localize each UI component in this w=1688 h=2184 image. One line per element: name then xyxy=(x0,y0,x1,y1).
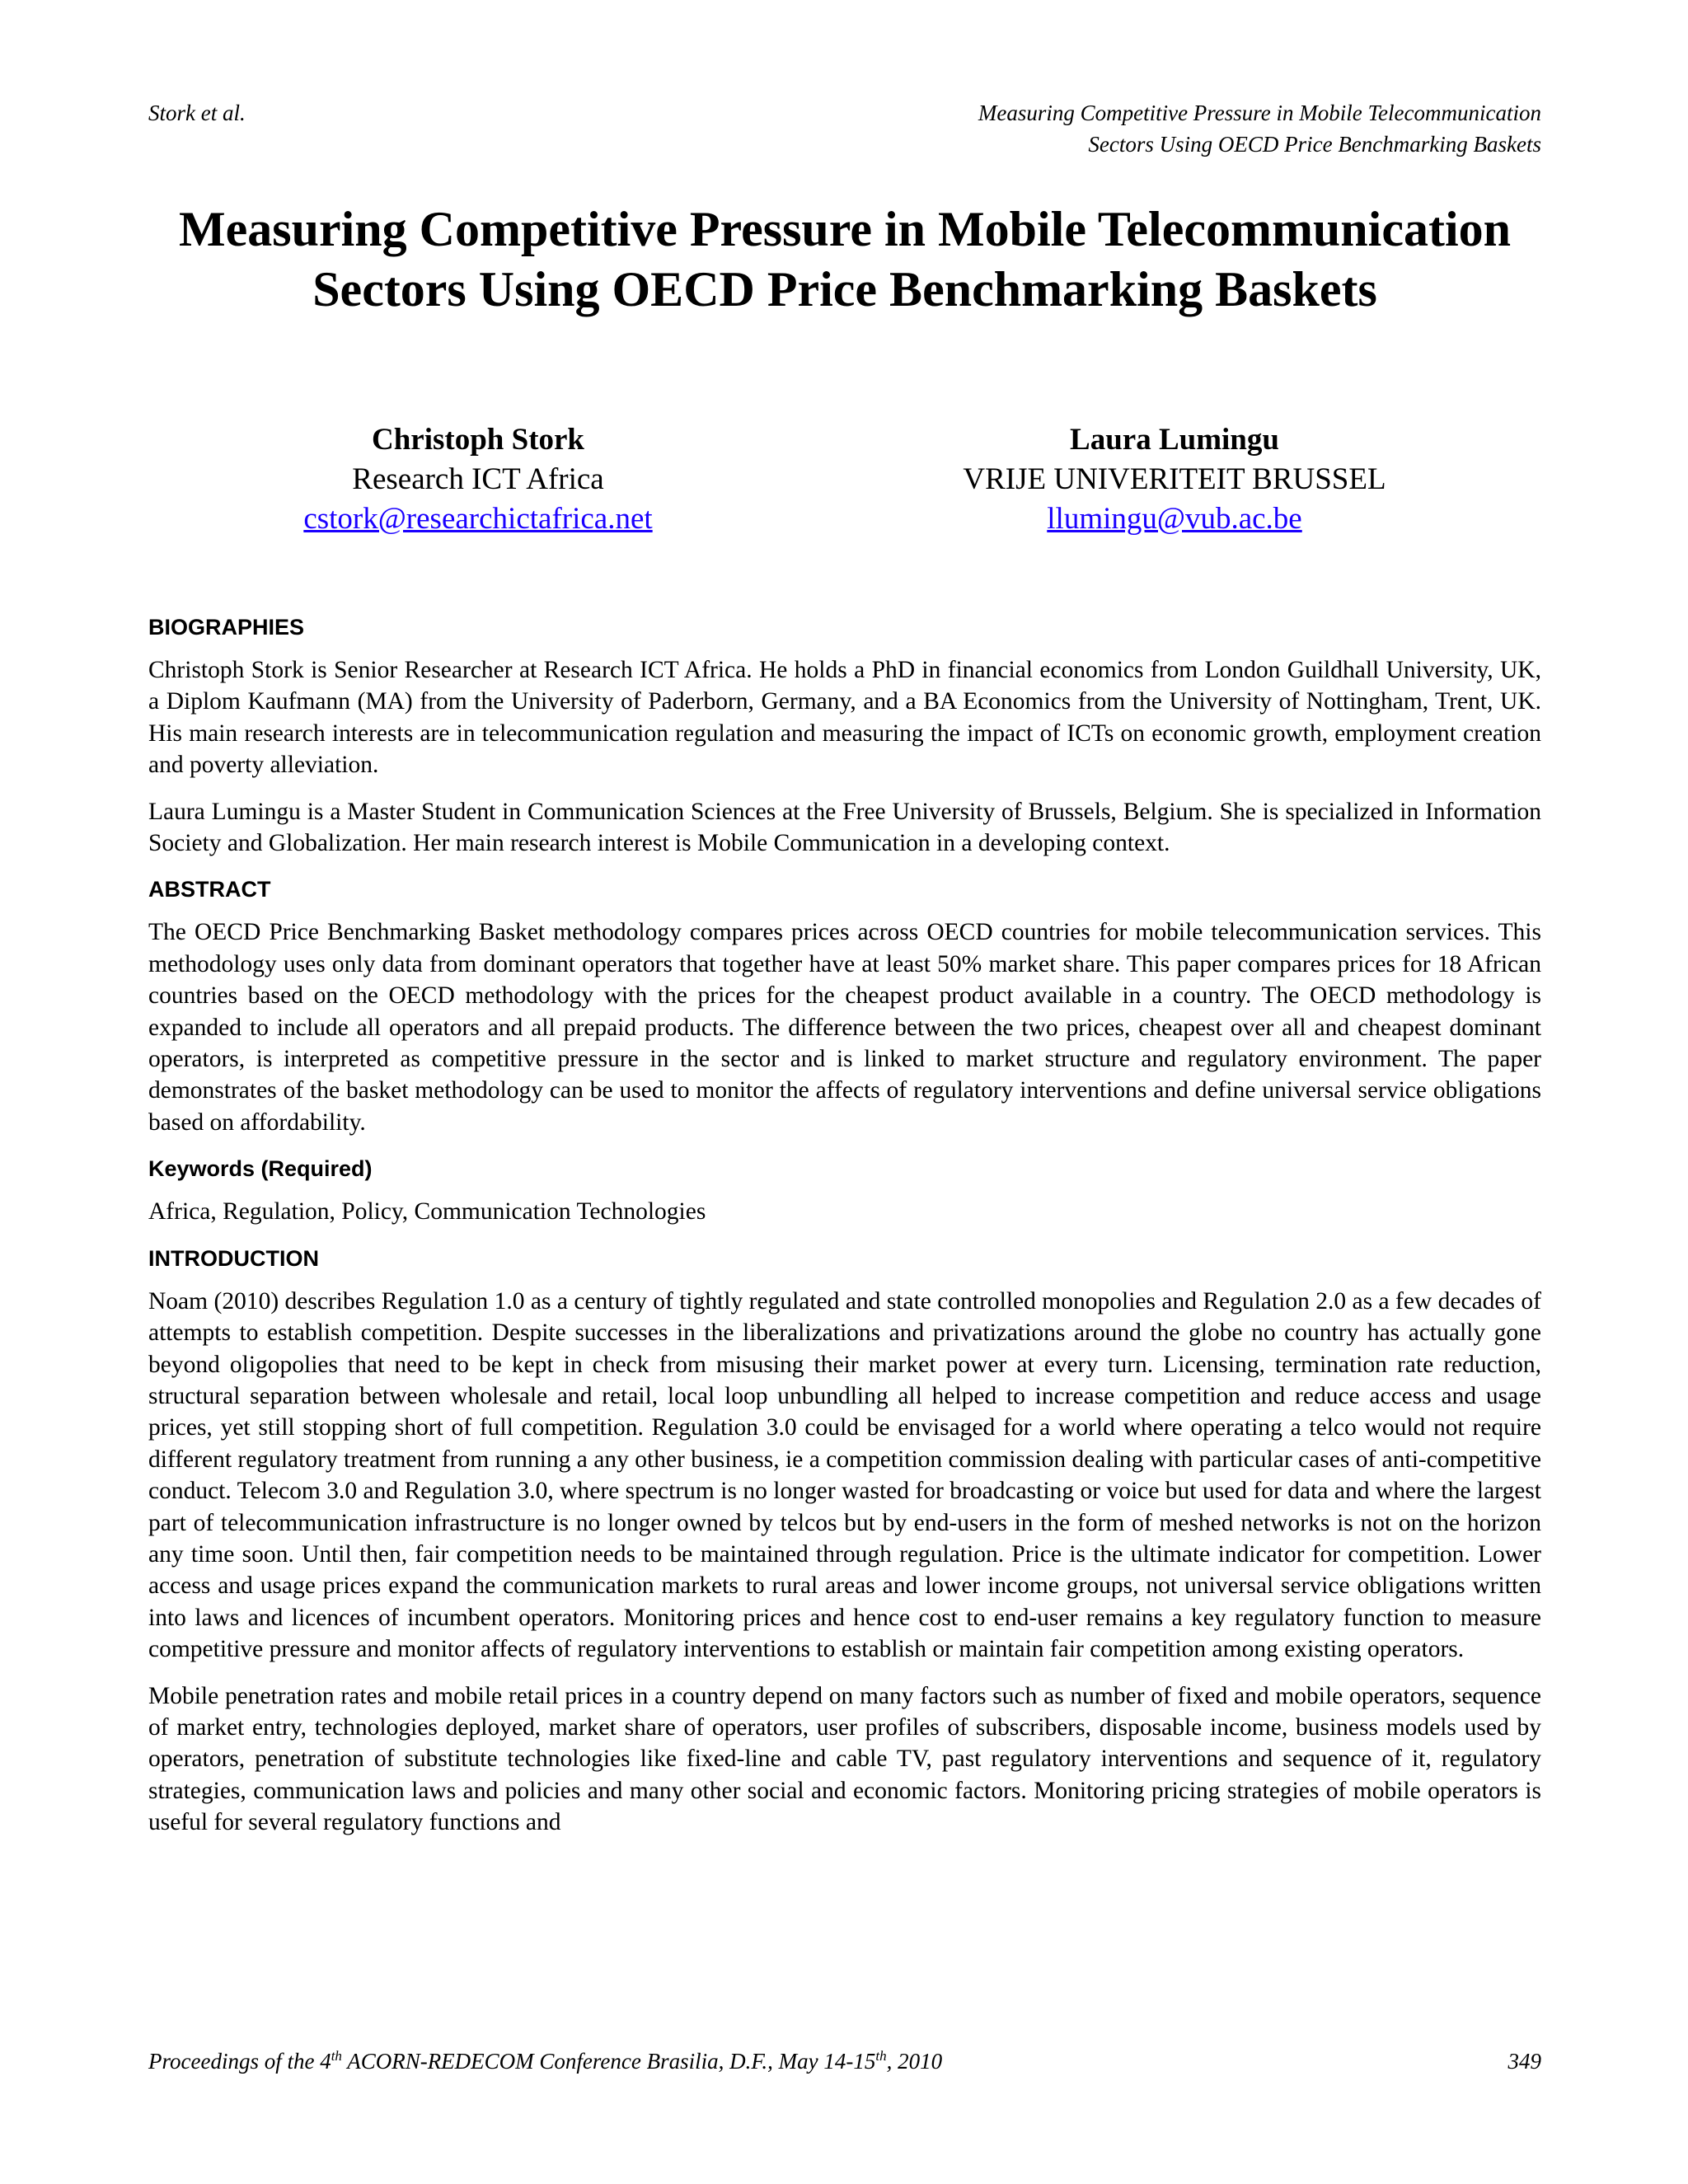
footer-middle: ACORN-REDECOM Conference Brasilia, D.F., May 14-15 xyxy=(341,2049,876,2074)
paper-body xyxy=(148,612,1541,1854)
biographies-heading: BIOGRAPHIES xyxy=(148,615,305,640)
author-2 xyxy=(845,420,1504,539)
introduction-paragraph-2: Mobile penetration rates and mobile retail prices in a country depend on many factors such as number of fixed and mobile operators, sequence of market entry, technologies deployed, market share of operators, user profiles of subscribers, disposable income, business models used by operators, penetration of substitute technologies like fixed-line and cable TV, past regulatory interventions and sequence of it, regulatory strategies, communication laws and policies and many other social and economic factors. Monitoring pricing strategies of mobile operators is useful for several regulatory functions and xyxy=(148,1682,1541,1836)
biography-stork: Christoph Stork is Senior Researcher at Research ICT Africa. He holds a PhD in financial economics from London Guildhall University, UK, a Diplom Kaufmann (MA) from the University of Paderborn, Germany, and a BA Economics from the University of Nottingham, Trent, UK. His main research interests are in telecommunication regulation and measuring the impact of ICTs on economic growth, employment creation and poverty alleviation. xyxy=(148,657,1541,779)
author-1 xyxy=(148,420,808,539)
author-block xyxy=(148,420,1541,544)
paper-title xyxy=(148,199,1541,320)
paper-title-line2: Sectors Using OECD Price Benchmarking Baskets xyxy=(312,262,1377,316)
footer-suffix: , 2010 xyxy=(886,2049,943,2074)
page-number: 349 xyxy=(1507,2049,1541,2074)
paper-title-line1: Measuring Competitive Pressure in Mobile Telecommunication xyxy=(179,202,1511,256)
footer-prefix: Proceedings of the 4 xyxy=(148,2049,331,2074)
author-2-email-link[interactable]: llumingu@vub.ac.be xyxy=(1047,502,1302,536)
footer-sup-1: th xyxy=(331,2048,342,2064)
abstract-heading: ABSTRACT xyxy=(148,877,271,902)
running-head-authors: Stork et al. xyxy=(148,101,246,125)
footer-sup-2: th xyxy=(875,2048,887,2064)
author-1-name: Christoph Stork xyxy=(371,423,585,457)
running-head-title-line2: Sectors Using OECD Price Benchmarking Baskets xyxy=(1088,132,1541,157)
footer-proceedings xyxy=(148,2046,942,2077)
author-1-affiliation: Research ICT Africa xyxy=(352,462,604,496)
introduction-paragraph-1: Noam (2010) describes Regulation 1.0 as a century of tightly regulated and state controlled monopolies and Regulation 2.0 as a few decades of attempts to establish competition. Despite successes in the liberalizations and privatizations around the globe no country has actually gone beyond oligopolies that need to be kept in check from misusing their market power at every turn. Licensing, termination rate reduction, structural separation between wholesale and retail, local loop unbundling all helped to increase competition and reduce access and usage prices, yet still stopping short of full competition. Regulation 3.0 could be envisaged for a world where operating a telco would not require different regulatory treatment from running a any other business, ie a competition commission dealing with particular cases of anti-competitive conduct. Telecom 3.0 and Regulation 3.0, where spectrum is no longer wasted for broadcasting or voice but used for data and where the largest part of telecommunication infrastructure is no longer owned by telcos but by end-users in the form of meshed networks is not on the horizon any time soon. Until then, fair competition needs to be maintained through regulation. Price is the ultimate indicator for competition. Lower access and usage prices expand the communication markets to rural areas and lower income groups, not universal service obligations written into laws and licences of incumbent operators. Monitoring prices and hence cost to end-user remains a key regulatory function to measure competitive pressure and monitor affects of regulatory interventions to establish or maintain fair competition among existing operators. xyxy=(148,1287,1541,1663)
abstract-text: The OECD Price Benchmarking Basket methodology compares prices across OECD countries for mobile telecommunication services. This methodology uses only data from dominant operators that together have at least 50% market share. This paper compares prices for 18 African countries based on the OECD methodology with the prices for the cheapest product available in a country. The OECD methodology is expanded to include all operators and all prepaid products. The difference between the two prices, cheapest over all and cheapest dominant operators, is interpreted as competitive pressure in the sector and is linked to market structure and regulatory environment. The paper demonstrates of the basket methodology can be used to monitor the affects of regulatory interventions and define universal service obligations based on affordability. xyxy=(148,919,1541,1136)
keywords-heading: Keywords (Required) xyxy=(148,1156,373,1182)
running-head-title xyxy=(978,97,1541,160)
biography-lumingu: Laura Lumingu is a Master Student in Communication Sciences at the Free University of Brussels, Belgium. She is specialized in Information Society and Globalization. Her main research interest is Mobile Communication in a developing context. xyxy=(148,798,1541,857)
author-2-affiliation: VRIJE UNIVERITEIT BRUSSEL xyxy=(963,462,1386,496)
keywords-text: Africa, Regulation, Policy, Communication Technologies xyxy=(148,1198,706,1226)
paper-page xyxy=(148,0,1541,2184)
introduction-heading: INTRODUCTION xyxy=(148,1245,319,1271)
running-head-title-line1: Measuring Competitive Pressure in Mobile Telecommunication xyxy=(978,101,1541,125)
author-2-name: Laura Lumingu xyxy=(1070,423,1279,457)
author-1-email-link[interactable]: cstork@researchictafrica.net xyxy=(303,502,653,536)
